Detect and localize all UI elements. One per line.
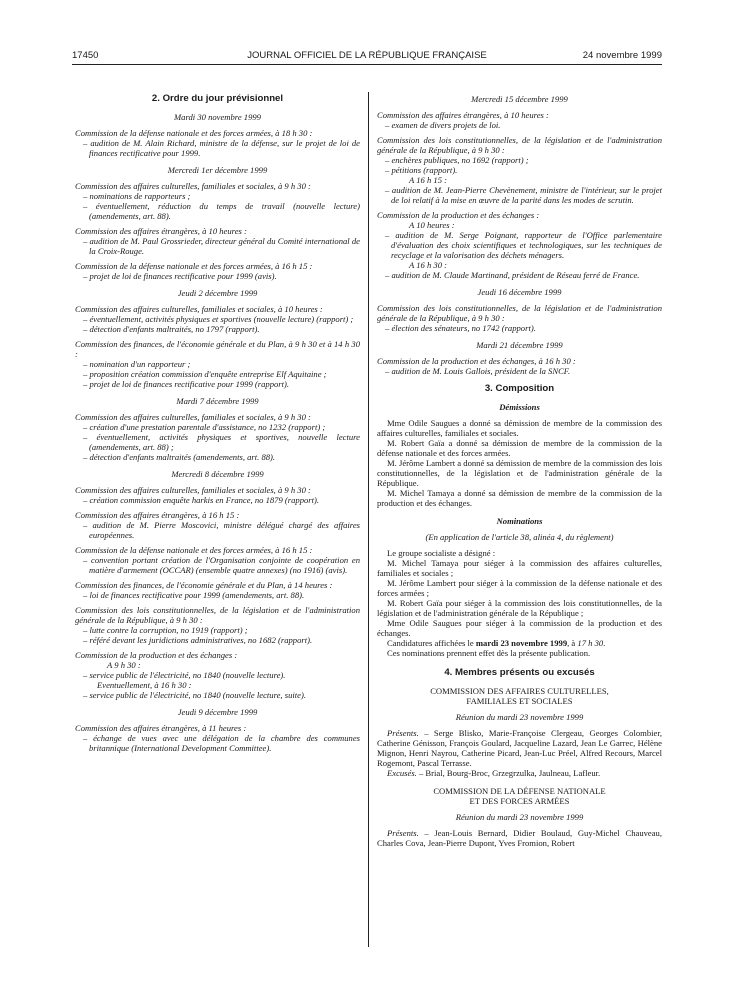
commission-heading: Commission des lois constitutionnelles, de la législation et de l'administration générale de la République, à 9 h 30 : [377, 303, 662, 323]
agenda-item: – éventuellement, activités physiques et sportives, nouvelle lecture (amendements, art. 88) ; [83, 432, 360, 452]
agenda-item: – nomination d'un rapporteur ; [83, 359, 191, 369]
section-title: 3. Composition [484, 383, 555, 394]
commission-heading: Commission de la défense nationale et des forces armées, à 16 h 15 : [75, 261, 313, 271]
commission-heading: Commission des affaires étrangères, à 16 h 15 : [75, 510, 240, 520]
date-heading: Jeudi 16 décembre 1999 [477, 287, 562, 297]
commission-block-title [377, 686, 662, 706]
date-heading: Mercredi 8 décembre 1999 [171, 469, 264, 479]
paragraph: Mme Odile Saugues pour siéger à la commission de la production et des échanges. [377, 618, 662, 638]
bold-date: mardi 23 novembre 1999 [475, 638, 568, 648]
paragraph: M. Jérôme Lambert pour siéger à la commission de la défense nationale et des forces armées ; [377, 578, 662, 598]
date-heading: Jeudi 2 décembre 1999 [177, 288, 258, 298]
meeting-date: Réunion du mardi 23 novembre 1999 [455, 712, 584, 722]
paragraph: M. Robert Gaïa a donné sa démission de membre de la commission de la défense nationale et des forces armées. [377, 438, 662, 458]
agenda-item: – lutte contre la corruption, no 1919 (rapport) ; [83, 625, 248, 635]
agenda-item: – éventuellement, activités physiques et sportives (nouvelle lecture) (rapport) ; [83, 314, 354, 324]
agenda-item: – détection d'enfants maltraités, no 1797 (rapport). [83, 324, 260, 334]
date-heading: Mardi 7 décembre 1999 [176, 396, 259, 406]
paragraph: Le groupe socialiste a désigné : [387, 548, 496, 558]
agenda-item: – création commission enquête harkis en France, no 1879 (rapport). [83, 495, 320, 505]
commission-heading: Commission de la production et des échanges : [75, 650, 238, 660]
agenda-item: – projet de loi de finances rectificative pour 1999 (rapport). [83, 379, 290, 389]
agenda-item: – examen de divers projets de loi. [385, 120, 501, 130]
commission-heading: Commission des lois constitutionnelles, de la législation et de l'administration générale de la République, à 9 h 30 : [75, 605, 360, 625]
attendance-present [377, 828, 662, 848]
agenda-item: – audition de M. Pierre Moscovici, ministre délégué chargé des affaires européennes. [83, 520, 360, 540]
paragraph [377, 638, 662, 648]
time-label: Eventuellement, à 16 h 30 : [97, 680, 192, 690]
subtitle: (En application de l'article 38, alinéa 4, du règlement) [425, 532, 614, 542]
section-title: 4. Membres présents ou excusés [444, 667, 595, 678]
agenda-item: – service public de l'électricité, no 1840 (nouvelle lecture). [83, 670, 286, 680]
names: – Serge Blisko, Marie-Françoise Clergeau, Georges Colombier, Catherine Génisson, François Goulard, Jacqueline Lazard, Jean Le Garrec, Hélène Mignon, Henri Nayrou, Catherine Picard, Jean-Luc Préel, Alfred Recours, Marcel Rogemont, Pascal Terrasse. [377, 728, 662, 768]
date-heading: Mardi 30 novembre 1999 [174, 112, 261, 122]
agenda-item: – proposition création commission d'enquête entreprise Elf Aquitaine ; [83, 369, 327, 379]
commission-heading: Commission des affaires étrangères, à 11 heures : [75, 723, 247, 733]
time-label: A 16 h 15 : [409, 175, 448, 185]
agenda-item: – loi de finances rectificative pour 1999 (amendements, art. 88). [83, 590, 305, 600]
commission-heading: Commission de la défense nationale et des forces armées, à 16 h 15 : [75, 545, 313, 555]
meeting-date: Réunion du mardi 23 novembre 1999 [455, 812, 584, 822]
time-text: 17 h 30 [577, 638, 604, 648]
agenda-item: – audition de M. Paul Grossrieder, directeur général du Comité international de la Croix-Rouge. [83, 236, 360, 256]
agenda-item: – audition de M. Jean-Pierre Chevènement, ministre de l'intérieur, sur le projet de loi relatif à la mise en œuvre de la parité dans les modes de scrutin. [385, 185, 662, 205]
commission-heading: Commission des affaires culturelles, familiales et sociales, à 9 h 30 : [75, 181, 311, 191]
paragraph: Mme Odile Saugues a donné sa démission de membre de la commission des affaires culturelles, familiales et sociales. [377, 418, 662, 438]
text-run: . [603, 638, 606, 648]
right-column [377, 92, 662, 848]
subsection-title: Nominations [496, 516, 543, 526]
label: Présents. [387, 728, 419, 738]
agenda-item: – audition de M. Louis Gallois, président de la SNCF. [385, 366, 571, 376]
commission-heading: Commission de la production et des échanges, à 16 h 30 : [377, 356, 576, 366]
agenda-item: – nominations de rapporteurs ; [83, 191, 191, 201]
agenda-item: – enchères publiques, no 1692 (rapport) ; [385, 155, 529, 165]
page-header [72, 50, 662, 64]
section-title: 2. Ordre du jour prévisionnel [151, 93, 284, 104]
header-rule [72, 64, 662, 65]
paragraph: M. Jérôme Lambert a donné sa démission de membre de la commission des lois constitutionnelles, de la législation et de l'administration générale de la République. [377, 458, 662, 488]
commission-block-title [377, 786, 662, 806]
commission-heading: Commission de la défense nationale et des forces armées, à 18 h 30 : [75, 128, 313, 138]
agenda-item: – échange de vues avec une délégation de la chambre des communes britannique (International Development Committee). [83, 733, 360, 753]
label: Présents. [387, 828, 419, 838]
date-heading: Mercredi 1er décembre 1999 [167, 165, 268, 175]
commission-heading: Commission des finances, de l'économie générale et du Plan, à 9 h 30 et à 14 h 30 : [75, 339, 360, 359]
commission-name-line: COMMISSION DES AFFAIRES CULTURELLES, [430, 686, 609, 696]
names: – Brial, Bourg-Broc, Grzegrzulka, Jaulneau, Lafleur. [416, 768, 601, 778]
attendance-present [377, 728, 662, 768]
time-label: A 9 h 30 : [107, 660, 141, 670]
paragraph: Ces nominations prennent effet dès la présente publication. [387, 648, 591, 658]
commission-heading: Commission des finances, de l'économie générale et du Plan, à 14 heures : [75, 580, 333, 590]
column-divider [368, 92, 369, 947]
commission-heading: Commission des affaires étrangères, à 10 heures : [377, 110, 549, 120]
agenda-item: – création d'une prestation parentale d'assistance, no 1232 (rapport) ; [83, 422, 326, 432]
text-run: Candidatures affichées le [387, 638, 476, 648]
agenda-item: – audition de M. Alain Richard, ministre de la défense, sur le projet de loi de finances rectificative pour 1999. [83, 138, 360, 158]
time-label: A 10 heures : [409, 220, 455, 230]
agenda-item: – convention portant création de l'Organisation conjointe de coopération en matière d'armement (OCCAR) (ensemble quatre annexes) (no 1916) (avis). [83, 555, 360, 575]
agenda-item: – service public de l'électricité, no 1840 (nouvelle lecture, suite). [83, 690, 306, 700]
page-number: 17450 [72, 50, 99, 61]
paragraph: M. Robert Gaïa pour siéger à la commission des lois constitutionnelles, de la législation et de l'administration générale de la République ; [377, 598, 662, 618]
left-column [75, 92, 360, 753]
label: Excusés. [387, 768, 417, 778]
subsection-title: Démissions [499, 402, 540, 412]
commission-heading: Commission des affaires culturelles, familiales et sociales, à 9 h 30 : [75, 485, 311, 495]
agenda-item: – pétitions (rapport). [385, 165, 458, 175]
commission-name-line: COMMISSION DE LA DÉFENSE NATIONALE [433, 786, 606, 796]
attendance-excused [377, 768, 662, 778]
agenda-item: – détection d'enfants maltraités (amendements, art. 88). [83, 452, 276, 462]
commission-name-line: ET DES FORCES ARMÉES [469, 796, 570, 806]
text-run: , à [567, 638, 578, 648]
commission-heading: Commission des affaires étrangères, à 10 heures : [75, 226, 247, 236]
agenda-item: – audition de M. Claude Martinand, président de Réseau ferré de France. [385, 270, 640, 280]
agenda-item: – référé devant les juridictions administratives, no 1682 (rapport). [83, 635, 313, 645]
names: – Jean-Louis Bernard, Didier Boulaud, Guy-Michel Chauveau, Charles Cova, Jean-Pierre Dupont, Yves Fromion, Robert [377, 828, 662, 848]
commission-heading: Commission des lois constitutionnelles, de la législation et de l'administration générale de la République, à 9 h 30 : [377, 135, 662, 155]
time-label: A 16 h 30 : [409, 260, 448, 270]
commission-heading: Commission de la production et des échanges : [377, 210, 540, 220]
agenda-item: – projet de loi de finances rectificative pour 1999 (avis). [83, 271, 277, 281]
agenda-item: – audition de M. Serge Poignant, rapporteur de l'Office parlementaire d'évaluation des choix scientifiques et technologiques, sur les techniques de recyclage et la valorisation des déchets ménagers. [385, 230, 662, 260]
date-heading: Mercredi 15 décembre 1999 [471, 94, 568, 104]
commission-name-line: FAMILIALES ET SOCIALES [466, 696, 573, 706]
commission-heading: Commission des affaires culturelles, familiales et sociales, à 9 h 30 : [75, 412, 311, 422]
paragraph: M. Michel Tamaya a donné sa démission de membre de la commission de la production et des échanges. [377, 488, 662, 508]
commission-heading: Commission des affaires culturelles, familiales et sociales, à 10 heures : [75, 304, 323, 314]
journal-title: JOURNAL OFFICIEL DE LA RÉPUBLIQUE FRANÇAISE [247, 50, 487, 61]
date-heading: Mardi 21 décembre 1999 [476, 340, 563, 350]
issue-date: 24 novembre 1999 [582, 50, 662, 61]
paragraph: M. Michel Tamaya pour siéger à la commission des affaires culturelles, familiales et sociales ; [377, 558, 662, 578]
agenda-item: – élection des sénateurs, no 1742 (rapport). [385, 323, 536, 333]
date-heading: Jeudi 9 décembre 1999 [177, 707, 258, 717]
agenda-item: – éventuellement, réduction du temps de travail (nouvelle lecture) (amendements, art. 88). [83, 201, 360, 221]
